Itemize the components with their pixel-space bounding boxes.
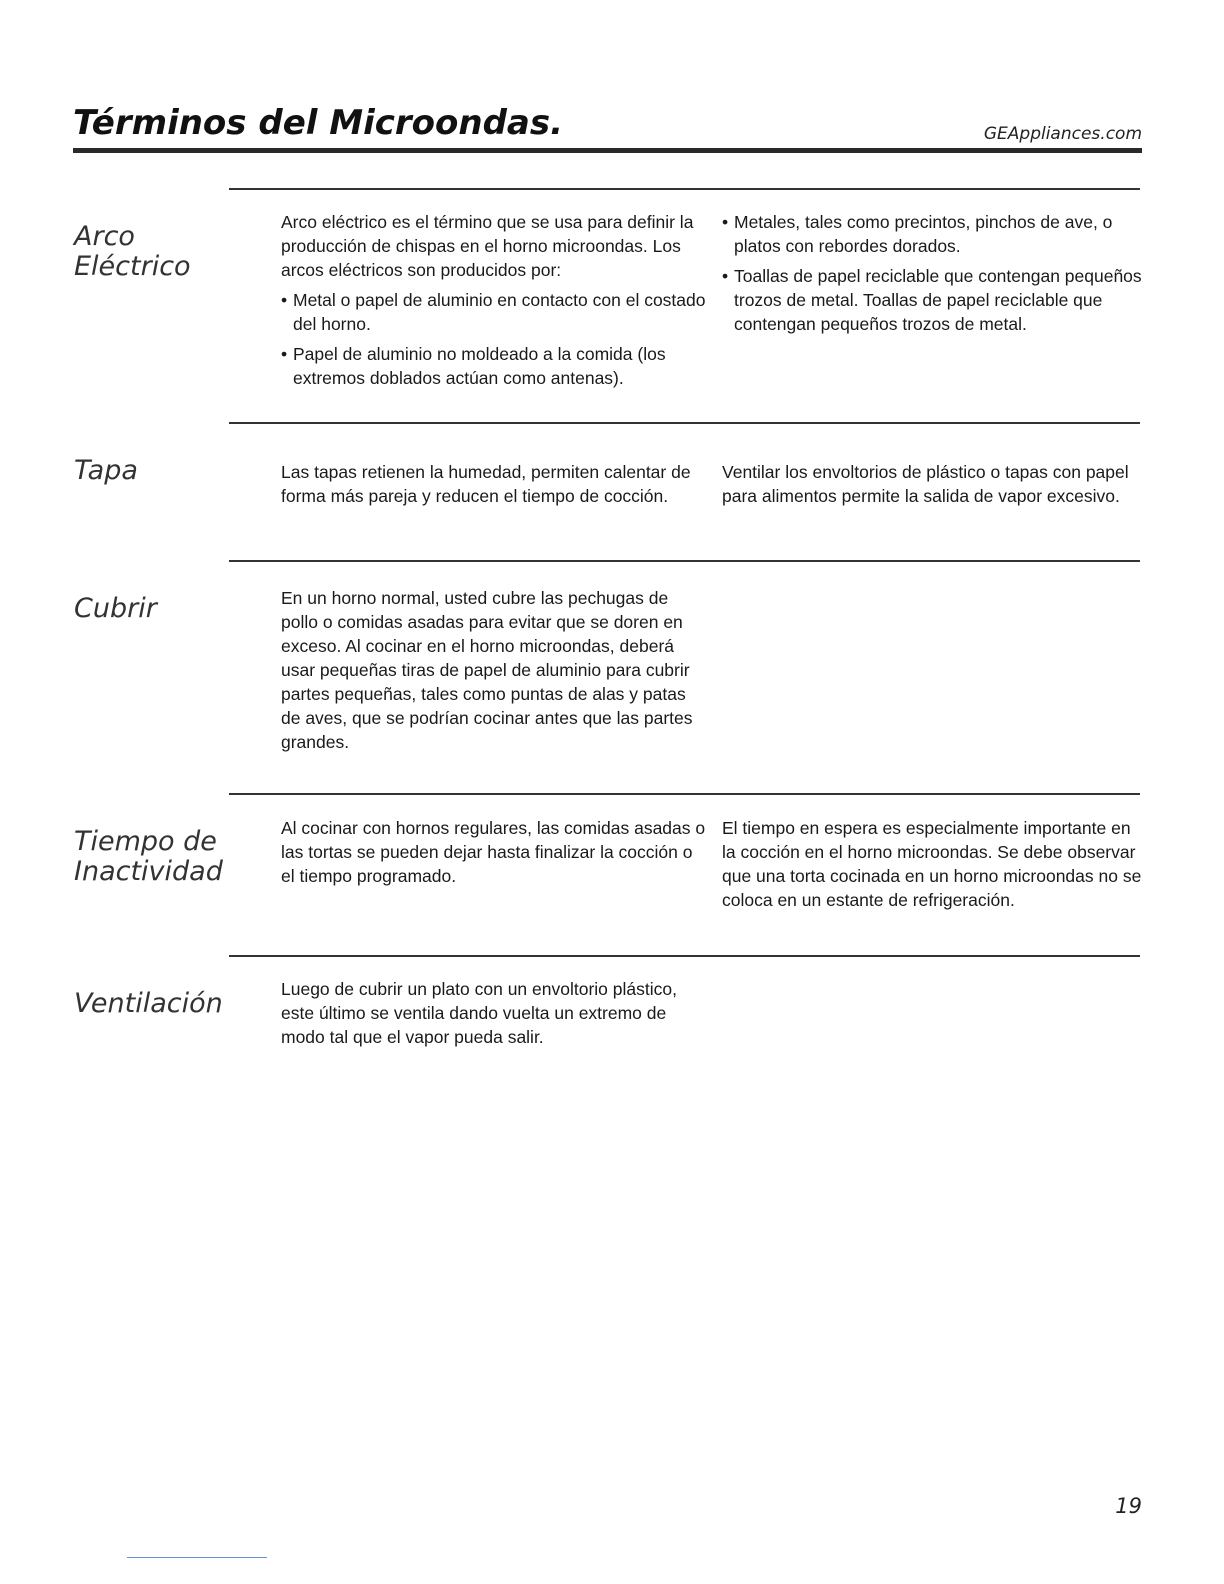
cubrir-text: En un horno normal, usted cubre las pechugas de pollo o comidas asadas para evitar que se doren en exceso. Al cocinar en el horno microondas, deberá usar pequeñas tiras de papel de aluminio para cubrir partes pequeñas, tales como puntas de alas y patas de aves, que se podrían cocinar antes que las partes grandes. xyxy=(281,588,693,752)
list-item: • Metales, tales como precintos, pinchos de ave, o platos con rebordes dorados. xyxy=(722,210,1144,258)
tiempo-col1 xyxy=(281,816,706,888)
title-rule xyxy=(73,148,1142,153)
ventilacion-col1 xyxy=(281,977,706,1049)
list-item: • Toallas de papel reciclable que contengan pequeños trozos de metal. Toallas de papel reciclable que contengan pequeños trozos de metal. xyxy=(722,264,1144,336)
tiempo-text-2: El tiempo en espera es especialmente importante en la cocción en el horno microondas. Se debe observar que una torta cocinada en un horno microondas no se coloca en un estante de refrigeración. xyxy=(722,818,1142,910)
tiempo-text-1: Al cocinar con hornos regulares, las comidas asadas o las tortas se pueden dejar hasta finalizar la cocción o el tiempo programado. xyxy=(281,818,706,886)
arco-electrico-list-1 xyxy=(281,288,706,390)
section-divider xyxy=(229,422,1140,424)
page-number: 19 xyxy=(1115,1494,1142,1518)
term-tiempo-de-inactividad: Tiempo de Inactividad xyxy=(74,826,223,887)
list-item: • Papel de aluminio no moldeado a la comida (los extremos doblados actúan como antenas). xyxy=(281,342,706,390)
section-divider xyxy=(229,793,1140,795)
term-arco-electrico: Arco Eléctrico xyxy=(74,221,191,282)
arco-electrico-col1 xyxy=(281,210,706,396)
page-title: Términos del Microondas. xyxy=(73,103,564,143)
tiempo-col2 xyxy=(722,816,1144,912)
ventilacion-text: Luego de cubrir un plato con un envoltorio plástico, este último se ventila dando vuelta un extremo de modo tal que el vapor pueda salir. xyxy=(281,979,677,1047)
term-tapa: Tapa xyxy=(74,455,138,486)
term-cubrir: Cubrir xyxy=(74,593,157,624)
tapa-text-1: Las tapas retienen la humedad, permiten calentar de forma más pareja y reducen el tiempo de cocción. xyxy=(281,462,691,506)
arco-electrico-intro: Arco eléctrico es el término que se usa para definir la producción de chispas en el horno microondas. Los arcos eléctricos son producidos por: xyxy=(281,212,694,280)
cubrir-col1 xyxy=(281,586,706,754)
tapa-col2 xyxy=(722,460,1144,508)
arco-electrico-col2 xyxy=(722,210,1144,342)
tapa-col1 xyxy=(281,460,706,508)
term-ventilacion: Ventilación xyxy=(74,988,223,1019)
arco-electrico-list-2 xyxy=(722,210,1144,336)
list-item: • Metal o papel de aluminio en contacto con el costado del horno. xyxy=(281,288,706,336)
footer-line xyxy=(127,1557,267,1558)
section-divider xyxy=(229,955,1140,957)
site-url: GEAppliances.com xyxy=(983,124,1142,144)
tapa-text-2: Ventilar los envoltorios de plástico o tapas con papel para alimentos permite la salida de vapor excesivo. xyxy=(722,462,1129,506)
section-divider xyxy=(229,188,1140,190)
section-divider xyxy=(229,560,1140,562)
